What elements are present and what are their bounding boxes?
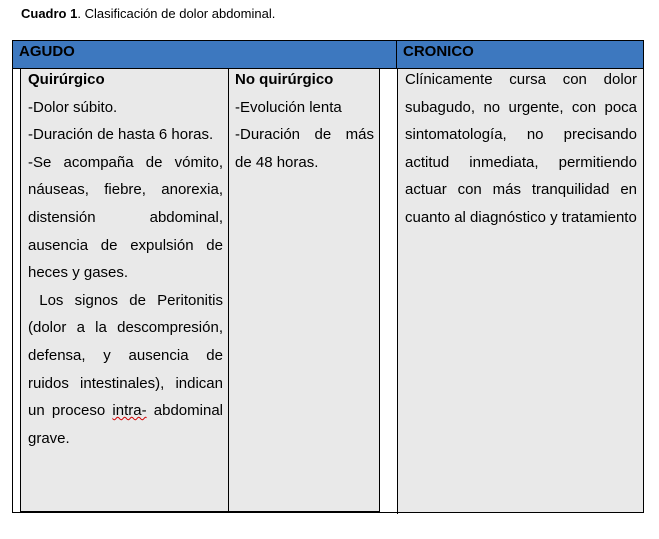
- quirurgico-cell: [28, 66, 228, 452]
- no-quirurgico-cell: [235, 66, 374, 176]
- quirurgico-line-1: -Dolor súbito.: [28, 98, 118, 116]
- quirurgico-line-2: -Duración de hasta 6 horas.: [28, 126, 214, 144]
- quirurgico-line-4: [28, 287, 228, 453]
- inner-bottom-line: [20, 511, 380, 512]
- spellcheck-word: intra-: [112, 402, 147, 420]
- divider-right-agudo: [379, 69, 380, 512]
- divider-left: [20, 69, 21, 512]
- caption-text: . Clasificación de dolor abdominal.: [77, 6, 276, 21]
- caption-label: Cuadro 1: [21, 6, 78, 21]
- no-quirurgico-line-2: -Duración de más de 48 horas.: [235, 126, 374, 171]
- header-cronico: CRONICO: [397, 41, 643, 69]
- no-quirurgico-line-1: -Evolución lenta: [235, 98, 342, 116]
- divider-mid: [228, 69, 229, 512]
- classification-table: [12, 40, 644, 513]
- quirurgico-tail: abdominal grave.: [28, 402, 228, 447]
- divider-cronico: [397, 69, 398, 514]
- quirurgico-signos-text: Los signos de Peritonitis (dolor a la descompresión, defensa, y ausencia de ruidos intestinales), indican un proceso: [28, 291, 228, 420]
- quirurgico-title: Quirúrgico: [28, 71, 105, 88]
- cronico-text: Clínicamente cursa con dolor subagudo, no urgente, con poca sintomatología, no precisando actitud inmediata, permitiendo actuar con más tranquilidad en cuanto al diagnóstico y tratamiento: [405, 71, 637, 226]
- quirurgico-line-3: -Se acompaña de vómito, náuseas, fiebre, anorexia, distensión abdominal, ausencia de expulsión de heces y gases.: [28, 153, 223, 282]
- no-quirurgico-title: No quirúrgico: [235, 71, 334, 88]
- header-agudo: AGUDO: [13, 41, 397, 69]
- table-caption: [21, 6, 275, 22]
- cronico-cell: [405, 66, 637, 232]
